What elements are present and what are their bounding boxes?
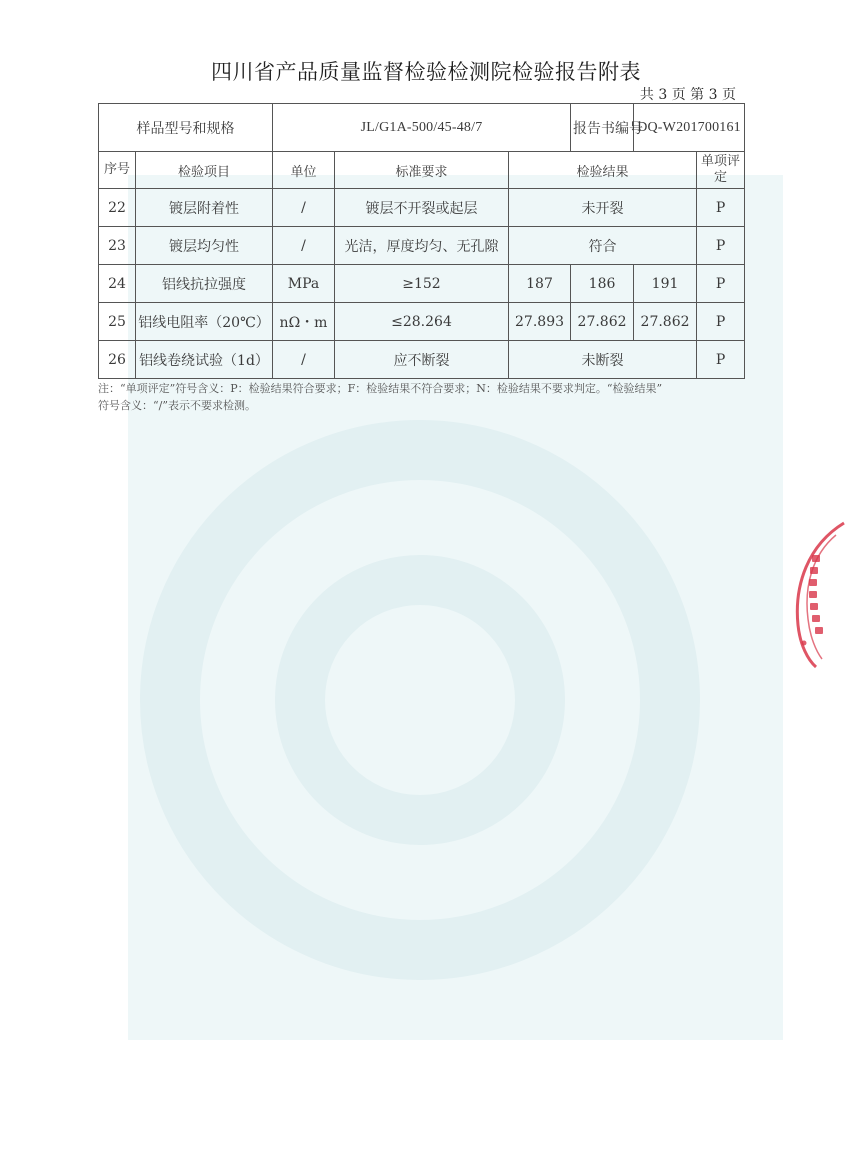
- table-row: [99, 227, 745, 265]
- row-standard: 光洁，厚度均匀、无孔隙: [335, 227, 509, 265]
- header-verdict: 单项评定: [697, 152, 745, 189]
- row-item: 铝线抗拉强度: [136, 265, 273, 303]
- header-item: 检验项目: [136, 152, 273, 189]
- sample-model-value: JL/G1A-500/45-48/7: [273, 104, 571, 152]
- row-unit: /: [273, 189, 335, 227]
- row-result-sample-2: 27.862: [571, 303, 634, 341]
- row-item: 镀层附着性: [136, 189, 273, 227]
- header-standard: 标准要求: [335, 152, 509, 189]
- table-row: [99, 341, 745, 379]
- row-result: 符合: [509, 227, 697, 265]
- row-unit: /: [273, 227, 335, 265]
- table-row: [99, 265, 745, 303]
- row-verdict: P: [697, 303, 745, 341]
- row-result: 未开裂: [509, 189, 697, 227]
- report-number-label: 报告书编号: [571, 104, 634, 152]
- footnote-line-1: 注：“单项评定”符号含义：P：检验结果符合要求；F：检验结果不符合要求；N：检验结果不要求判定。“检验结果”: [98, 382, 663, 395]
- row-verdict: P: [697, 265, 745, 303]
- row-number: 22: [99, 189, 136, 227]
- footnote-line-2: 符号含义：“/”表示不要求检测。: [98, 399, 256, 412]
- row-result-sample-1: 27.893: [509, 303, 571, 341]
- official-seal-icon: [786, 515, 856, 675]
- row-item: 铝线电阻率（20℃）: [136, 303, 273, 341]
- sample-model-label: 样品型号和规格: [99, 104, 273, 152]
- row-number: 25: [99, 303, 136, 341]
- row-verdict: P: [697, 341, 745, 379]
- row-result-sample-3: 27.862: [634, 303, 697, 341]
- watermark-logo-icon: [140, 420, 700, 980]
- document-title: 四川省产品质量监督检验检测院检验报告附表: [211, 60, 641, 84]
- row-verdict: P: [697, 227, 745, 265]
- row-result: 未断裂: [509, 341, 697, 379]
- table-meta-row: [99, 104, 745, 152]
- row-unit: nΩ・m: [273, 303, 335, 341]
- row-item: 镀层均匀性: [136, 227, 273, 265]
- row-standard: ≥152: [335, 265, 509, 303]
- row-unit: /: [273, 341, 335, 379]
- inspection-results-table: [98, 103, 745, 379]
- row-result-sample-3: 191: [634, 265, 697, 303]
- row-item: 铝线卷绕试验（1d）: [136, 341, 273, 379]
- row-number: 26: [99, 341, 136, 379]
- row-verdict: P: [697, 189, 745, 227]
- footnote: [98, 380, 758, 414]
- row-standard: 应不断裂: [335, 341, 509, 379]
- table-row: [99, 303, 745, 341]
- header-unit: 单位: [273, 152, 335, 189]
- row-result-sample-1: 187: [509, 265, 571, 303]
- table-row: [99, 189, 745, 227]
- table-header-row: [99, 152, 745, 189]
- header-seq: 序号: [99, 152, 136, 189]
- row-number: 24: [99, 265, 136, 303]
- row-standard: 镀层不开裂或起层: [335, 189, 509, 227]
- report-number-value: DQ-W201700161: [634, 104, 745, 152]
- row-result-sample-2: 186: [571, 265, 634, 303]
- page-counter: 共 3 页 第 3 页: [639, 87, 736, 103]
- row-unit: MPa: [273, 265, 335, 303]
- header-result: 检验结果: [509, 152, 697, 189]
- row-number: 23: [99, 227, 136, 265]
- row-standard: ≤28.264: [335, 303, 509, 341]
